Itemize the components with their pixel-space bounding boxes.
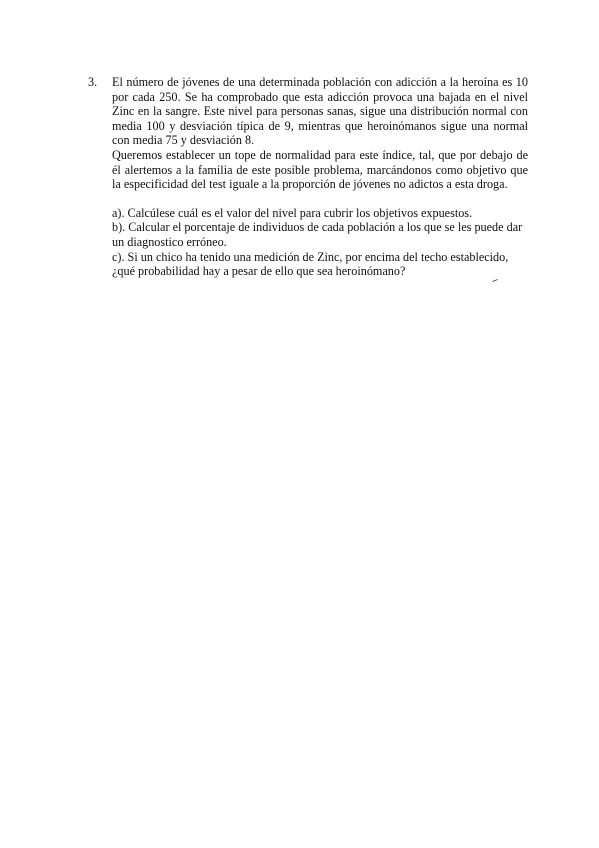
problem-3 (88, 75, 528, 279)
problem-number: 3. (88, 75, 98, 89)
pen-mark (492, 279, 498, 282)
problem-statement: El número de jóvenes de una determinada población con adicción a la heroína es 10 por cada 250. Se ha comprobado que esta adicción provoca una bajada en el nivel Zinc en la sangre. Este nivel para personas sanas, sigue una distribución normal con media 100 y desviación típica de 9, mientras que heroinómanos sigue una normal con media 75 y desviación 8. (112, 75, 528, 148)
question-list (112, 206, 528, 279)
question-b: b). Calcular el porcentaje de individuos de cada población a los que se les puede dar un diagnostico erróneo. (112, 220, 523, 249)
problem-body (112, 75, 528, 279)
question-c: c). Si un chico ha tenido una medición de Zinc, por encima del techo establecido, ¿qué probabilidad hay a pesar de ello que sea heroinómano? (112, 249, 509, 279)
problem-objective: Queremos establecer un tope de normalidad para este índice, tal, que por debajo de él alertemos a la familia de este posible problema, marcándonos como objetivo que la especificidad del test iguale a la proporción de jóvenes no adictos a esta droga. (112, 147, 528, 192)
question-a: a). Calcúlese cuál es el valor del nivel para cubrir los objetivos expuestos. (112, 205, 473, 220)
